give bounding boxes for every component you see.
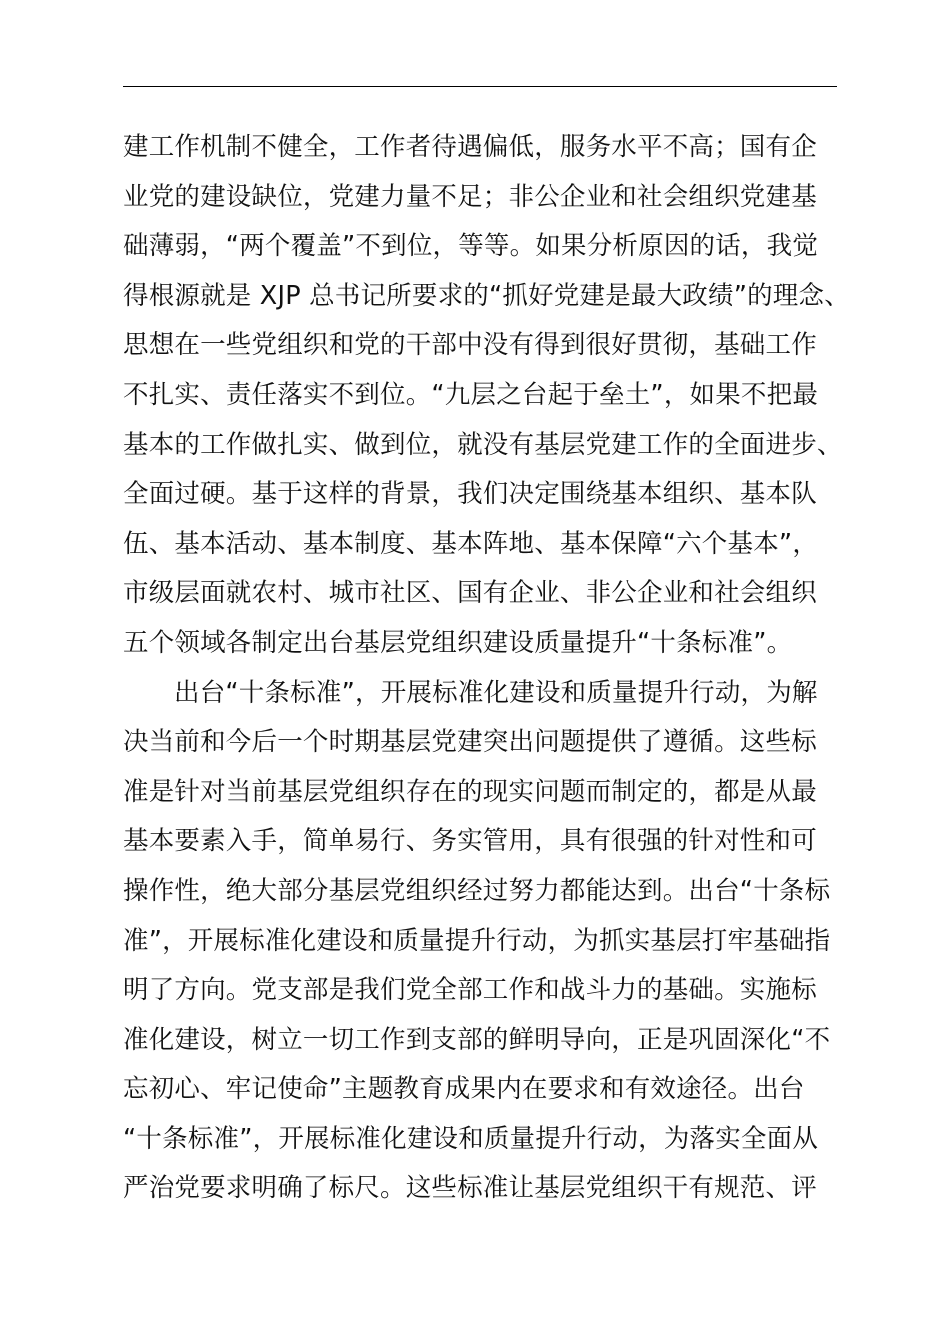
- text-line-19: 准化建设，树立一切工作到支部的鲜明导向，正是巩固深化“不: [123, 1024, 831, 1055]
- text-line-8: 全面过硬。基于这样的背景，我们决定围绕基本组织、基本队: [123, 479, 817, 510]
- text-line-18: 明了方向。党支部是我们党全部工作和战斗力的基础。实施标: [123, 975, 817, 1006]
- text-line-5: 思想在一些党组织和党的干部中没有得到很好贯彻，基础工作: [123, 330, 817, 361]
- text-line-11: 五个领域各制定出台基层党组织建设质量提升“十条标准”。: [123, 627, 793, 658]
- text-line-13: 决当前和今后一个时期基层党建突出问题提供了遵循。这些标: [123, 727, 817, 758]
- text-line-22: 严治党要求明确了标尺。这些标准让基层党组织干有规范、评: [123, 1173, 817, 1204]
- text-line-2: 业党的建设缺位，党建力量不足；非公企业和社会组织党建基: [123, 181, 817, 212]
- text-line-6: 不扎实、责任落实不到位。“九层之台起于垒土”，如果不把最: [123, 379, 819, 410]
- text-line-16: 操作性，绝大部分基层党组织经过努力都能达到。出台“十条标: [123, 875, 831, 906]
- text-line-14: 准是针对当前基层党组织存在的现实问题而制定的，都是从最: [123, 776, 817, 807]
- text-line-7: 基本的工作做扎实、做到位，就没有基层党建工作的全面进步、: [123, 429, 843, 460]
- text-line-15: 基本要素入手，简单易行、务实管用，具有很强的针对性和可: [123, 826, 817, 857]
- text-line-21: “十条标准”，开展标准化建设和质量提升行动，为落实全面从: [123, 1123, 819, 1154]
- text-line-3: 础薄弱，“两个覆盖”不到位，等等。如果分析原因的话，我觉: [123, 231, 819, 262]
- text-line-9: 伍、基本活动、基本制度、基本阵地、基本保障“六个基本”，: [123, 528, 819, 559]
- text-line-4: 得根源就是 XJP 总书记所要求的“抓好党建是最大政绩”的理念、: [123, 280, 850, 311]
- text-line-17: 准”，开展标准化建设和质量提升行动，为抓实基层打牢基础指: [123, 925, 831, 956]
- text-line-10: 市级层面就农村、城市社区、国有企业、非公企业和社会组织: [123, 578, 817, 609]
- document-body: [123, 123, 850, 1214]
- text-line-12-paragraph-start: 出台“十条标准”，开展标准化建设和质量提升行动，为解: [174, 677, 818, 708]
- text-line-1: 建工作机制不健全，工作者待遇偏低，服务水平不高；国有企: [123, 132, 817, 162]
- header-rule: [123, 86, 837, 87]
- text-line-20: 忘初心、牢记使命”主题教育成果内在要求和有效途径。出台: [123, 1074, 805, 1105]
